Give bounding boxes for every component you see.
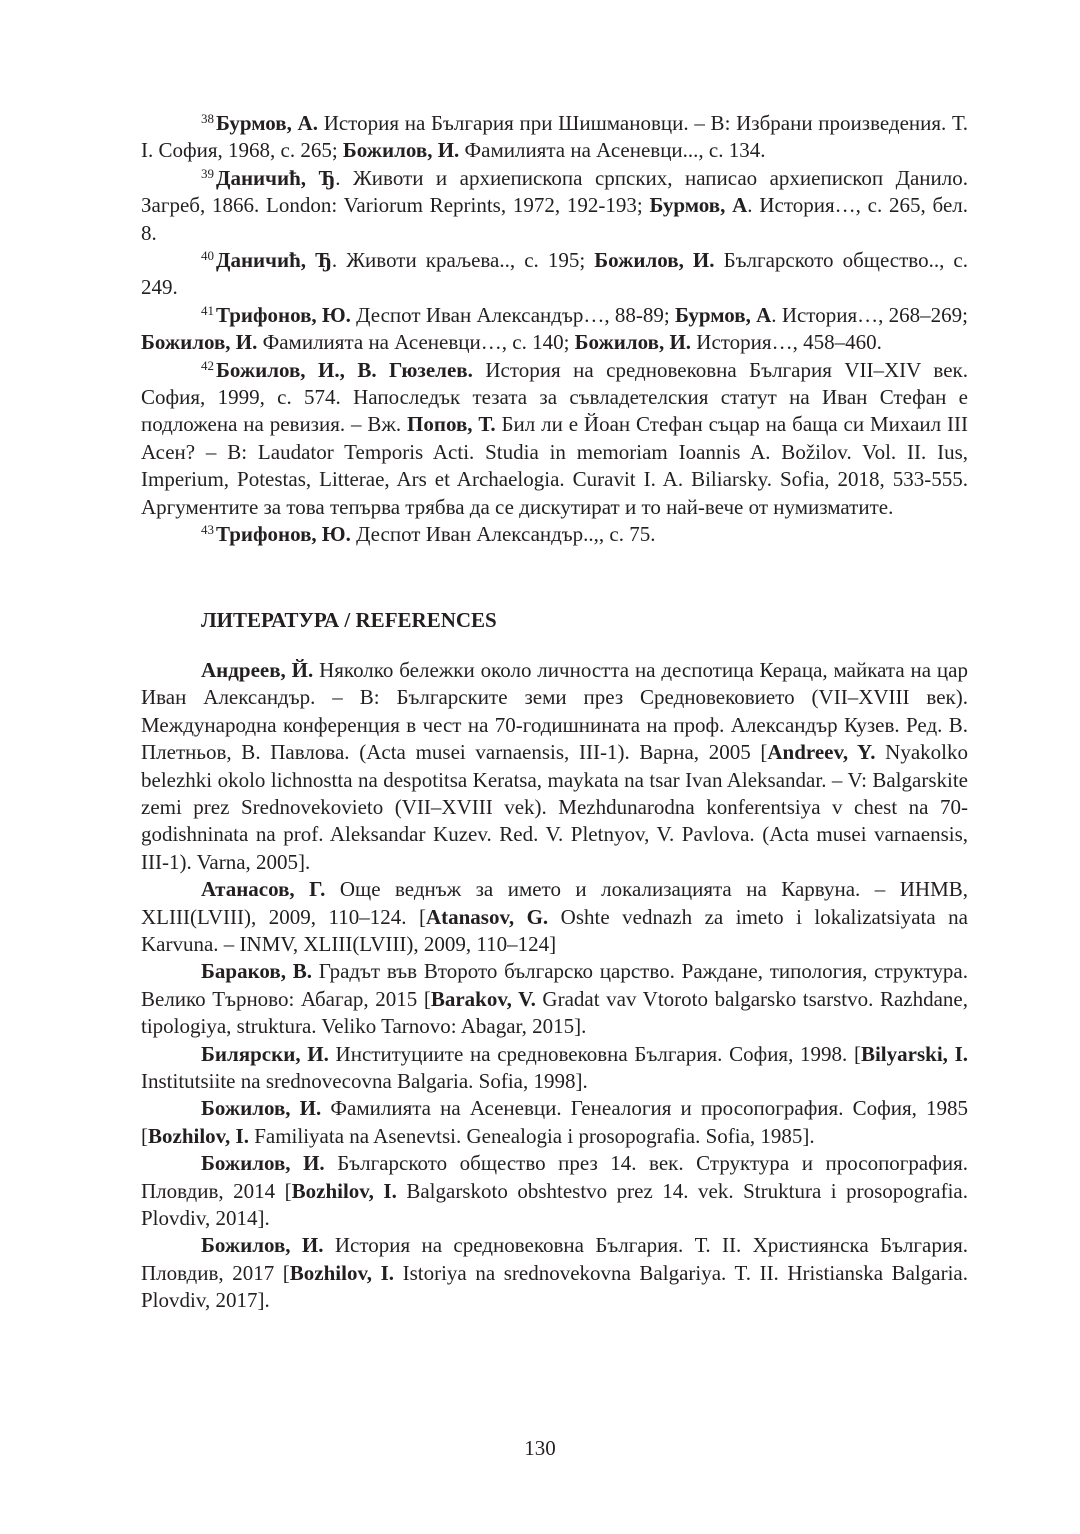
footnote bbox=[141, 302, 968, 357]
reference-author-latin: Bozhilov, I. bbox=[291, 1178, 397, 1203]
footnote-author: Трифонов, Ю. bbox=[216, 522, 351, 547]
footnote-author: Даничић, Ђ bbox=[216, 248, 332, 273]
reference-text-latin: Nyakolko belezhki okolo lichnostta na despotitsa Keratsa, maykata na tsar Ivan Aleksandar. – V: Balgarskite zemi prez Srednovekovieto (VII–XVIII vek). Mezhdunarodna konferentsiya v chest na 70-godishninata na prof. Aleksandar Kuzev. Red. V. Pletnyov, V. Pavlova. (Acta musei varnaensis, III-1). Varna, 2005]. bbox=[141, 740, 968, 874]
reference-author-latin: Bilyarski, I. bbox=[860, 1041, 969, 1066]
footnote-number: 42 bbox=[201, 357, 214, 373]
reference-text: История на средновековна България. Т. II. Християнска България. Пловдив, 2017 [ bbox=[141, 1233, 969, 1285]
footnote-author: Божилов, И. bbox=[594, 248, 715, 273]
footnote-number: 38 bbox=[201, 110, 214, 126]
references-list bbox=[141, 657, 968, 1315]
footnote-author: Попов, Т. bbox=[407, 412, 496, 437]
reference-author: Бараков, В. bbox=[201, 959, 312, 984]
footnote-text: . История…, 268–269; bbox=[771, 302, 968, 327]
reference-text-latin: Balgarskoto obshtestvo prez 14. vek. Struktura i prosopografia. Plovdiv, 2014]. bbox=[141, 1178, 968, 1231]
reference-entry bbox=[141, 1232, 968, 1314]
reference-entry bbox=[141, 876, 968, 958]
footnote bbox=[141, 521, 968, 548]
footnote-text: Фамилията на Асеневци…, с. 140; bbox=[257, 330, 575, 355]
footnote-number: 40 bbox=[201, 247, 214, 263]
footnote-text: История на България при Шишмановци. – В: Избрани произведения. Т. І. София, 1968, с. 265; bbox=[141, 111, 969, 163]
footnote-text: Деспот Иван Александър…, 88-89; bbox=[350, 302, 675, 327]
reference-text: Институциите на средновековна България. София, 1998. [ bbox=[328, 1041, 861, 1066]
reference-author: Божилов, И. bbox=[201, 1096, 322, 1121]
footnotes bbox=[141, 110, 968, 549]
reference-text: Българското общество през 14. век. Структура и просопография. Пловдив, 2014 [ bbox=[141, 1151, 968, 1203]
footnote bbox=[141, 165, 968, 247]
footnote-author: Бурмов, А bbox=[649, 193, 748, 218]
reference-text-latin: Institutsiite na srednovecovna Balgaria. Sofia, 1998]. bbox=[141, 1069, 588, 1093]
footnote-author: Бурмов, А bbox=[675, 302, 772, 327]
reference-author: Божилов, И. bbox=[201, 1233, 324, 1258]
reference-entry bbox=[141, 657, 968, 876]
footnote-text: . Животи краљева.., с. 195; bbox=[331, 248, 595, 273]
footnote-author: Божилов, И. bbox=[141, 330, 258, 355]
references-heading: ЛИТЕРАТУРА / REFERENCES bbox=[201, 607, 497, 632]
reference-text: Още веднъж за името и локализацията на Карвуна. – ИНМВ, XLIII(LVIII), 2009, 110–124. [ bbox=[141, 877, 969, 929]
footnote-author: Божилов, И. bbox=[574, 330, 692, 355]
reference-author: Билярски, И. bbox=[201, 1041, 329, 1066]
footnote-author: Даничић, Ђ bbox=[216, 165, 336, 190]
reference-entry bbox=[141, 958, 968, 1040]
reference-entry bbox=[141, 1041, 968, 1096]
reference-text-latin: Oshte vednazh za imeto i lokalizatsiyata na Karvuna. – INMV, XLIII(LVIII), 2009, 110–124] bbox=[141, 904, 968, 956]
footnote-text: Бил ли е Йоан Стефан съцар на баща си Михаил III Асен? – В: Laudator Temporis Acti. Studia in memoriam Ioannis A. Božilov. Vol. II. Ius, Imperium, Potestas, Litterae, Ars et Archaelogia. Curavit I. A. Biliarsky. Sofia, 2018, 533-555. Аргументите за това тепърва трябва да се дискутират и то най-вече от нумизматите. bbox=[141, 412, 968, 519]
reference-text: Няколко бележки около личността на деспотица Кераца, майката на цар Иван Александър. – В: Българските земи през Средновековието (VII–XVIII век). Международна конференция в чест на 70-годишнината на проф. Александър Кузев. Ред. В. Плетньов, В. Павлова. (Acta musei varnaensis, III-1). Варна, 2005 [ bbox=[141, 657, 968, 765]
reference-author: Атанасов, Г. bbox=[201, 877, 326, 902]
footnote-text: Деспот Иван Александър..,, с. 75. bbox=[350, 522, 656, 547]
reference-author-latin: Atanasov, G. bbox=[425, 904, 549, 929]
footnote-text: История на средновековна България VII–XIV век. София, 1999, с. 574. Напоследък тезата за съвладетелския статут на Иван Стефан е подложена на ревизия. – Вж. bbox=[141, 357, 969, 437]
reference-text-latin: Istoriya na srednovekovna Balgariya. T. II. Hristianska Balgaria. Plovdiv, 2017]. bbox=[141, 1260, 968, 1313]
reference-author-latin: Andreev, Y. bbox=[767, 740, 876, 765]
footnote-text: Българското общество.., с. 249. bbox=[141, 248, 968, 300]
footnote-author: Божилов, И. bbox=[342, 138, 460, 163]
reference-text: Градът във Второто българско царство. Раждане, типология, структура. Велико Търново: Абагар, 2015 [ bbox=[141, 959, 968, 1011]
footnote-number: 41 bbox=[201, 302, 214, 318]
page-content bbox=[141, 110, 968, 1315]
reference-author-latin: Bozhilov, I. bbox=[289, 1260, 395, 1285]
footnote-number: 43 bbox=[201, 521, 214, 537]
reference-entry bbox=[141, 1150, 968, 1232]
page-number: 130 bbox=[524, 1436, 556, 1460]
footnote bbox=[141, 110, 968, 165]
footnote-number: 39 bbox=[201, 165, 214, 181]
footnote-author: Божилов, И., В. Гюзелев. bbox=[216, 357, 473, 382]
footnote-author: Трифонов, Ю. bbox=[216, 302, 351, 327]
footnote-author: Бурмов, А. bbox=[216, 111, 318, 135]
reference-author: Андреев, Й. bbox=[201, 657, 314, 682]
reference-author: Божилов, И. bbox=[201, 1151, 325, 1176]
footnote-text: История…, 458–460. bbox=[691, 330, 882, 355]
footnote-text: Фамилията на Асеневци..., с. 134. bbox=[459, 138, 766, 163]
footnote bbox=[141, 247, 968, 302]
reference-text: Фамилията на Асеневци. Генеалогия и просопография. София, 1985 [ bbox=[141, 1096, 969, 1148]
reference-author-latin: Barakov, V. bbox=[430, 986, 536, 1011]
reference-text-latin: Familiyata na Asenevtsi. Genealogia i prosopografia. Sofia, 1985]. bbox=[248, 1123, 815, 1148]
footnote bbox=[141, 357, 968, 521]
footnote-text: . История…, с. 265, бел. 8. bbox=[141, 193, 968, 245]
reference-author-latin: Bozhilov, I. bbox=[148, 1123, 249, 1148]
footnote-text: . Животи и архиепископа српских, написао архиепископ Данило. Загреб, 1866. London: Variorum Reprints, 1972, 192-193; bbox=[141, 165, 968, 218]
reference-entry bbox=[141, 1095, 968, 1150]
reference-text-latin: Gradat vav Vtoroto balgarsko tsarstvo. Razhdane, tipologiya, struktura. Veliko Tarnovo: Abagar, 2015]. bbox=[141, 986, 968, 1039]
